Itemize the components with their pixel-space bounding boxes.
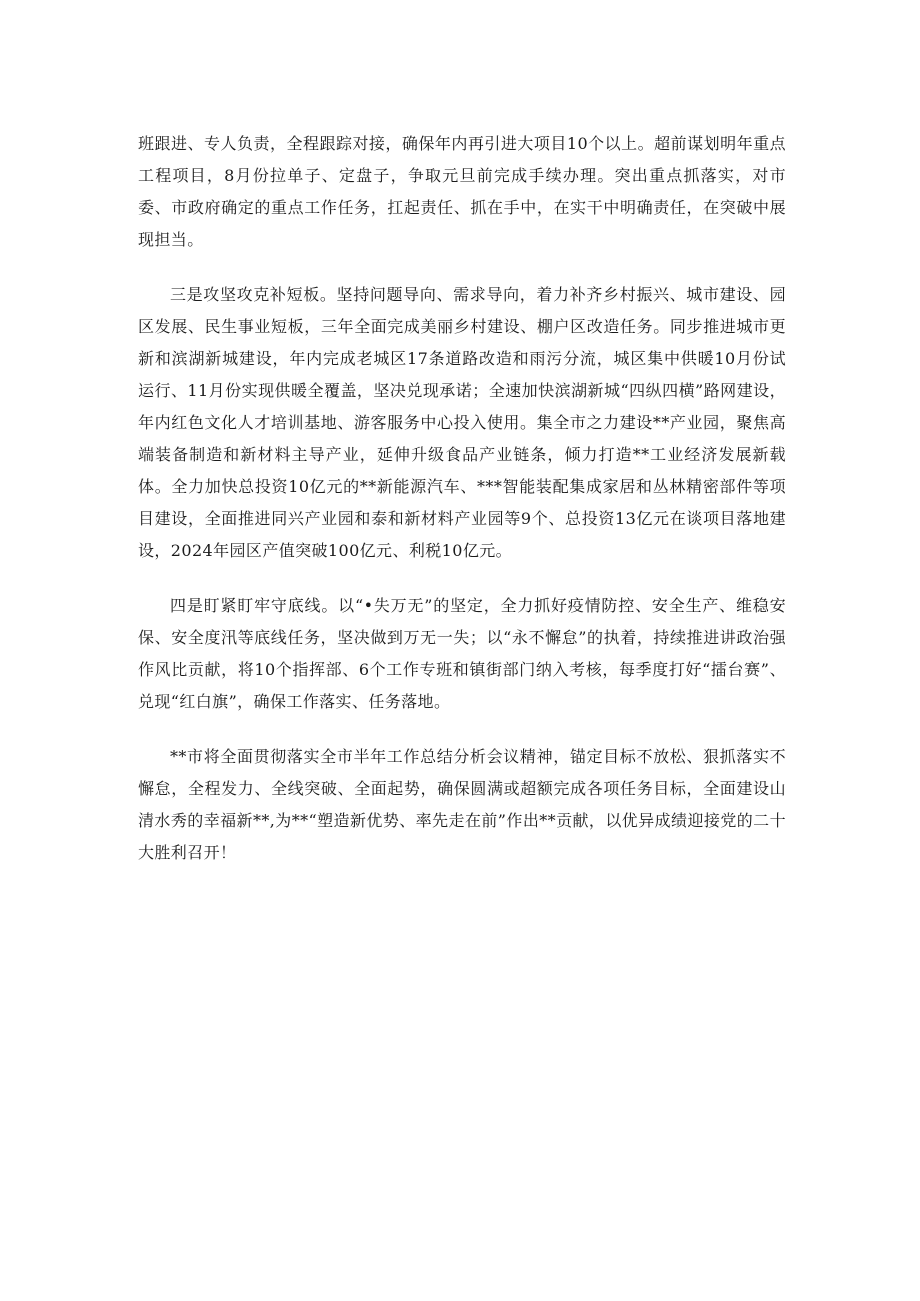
document-body bbox=[138, 128, 786, 892]
paragraph-conclusion: **市将全面贯彻落实全市半年工作总结分析会议精神，锚定目标不放松、狠抓落实不懈怠，全程发力、全线突破、全面起势，确保圆满或超额完成各项任务目标，全面建设山清水秀的幸福新**,为**“塑造新优势、率先走在前”作出**贡献，以优异成绩迎接党的二十大胜利召开！ bbox=[138, 747, 786, 862]
paragraph-continuation: 班跟进、专人负责，全程跟踪对接，确保年内再引进大项目10个以上。超前谋划明年重点工程项目，8月份拉单子、定盘子，争取元旦前完成手续办理。突出重点抓落实，对市委、市政府确定的重点工作任务，扛起责任、抓在手中，在实干中明确责任，在突破中展现担当。 bbox=[138, 134, 786, 249]
paragraph-shortcomings: 三是攻坚攻克补短板。坚持问题导向、需求导向，着力补齐乡村振兴、城市建设、园区发展、民生事业短板，三年全面完成美丽乡村建设、棚户区改造任务。同步推进城市更新和滨湖新城建设，年内完成老城区17条道路改造和雨污分流，城区集中供暖10月份试运行、11月份实现供暖全覆盖，坚决兑现承诺；全速加快滨湖新城“四纵四横”路网建设，年内红色文化人才培训基地、游客服务中心投入使用。集全市之力建设**产业园，聚焦高端装备制造和新材料主导产业，延伸升级食品产业链条，倾力打造**工业经济发展新载体。全力加快总投资10亿元的**新能源汽车、***智能装配集成家居和丛林精密部件等项目建设，全面推进同兴产业园和泰和新材料产业园等9个、总投资13亿元在谈项目落地建设，2024年园区产值突破100亿元、利税10亿元。 bbox=[138, 285, 786, 560]
paragraph-bottom-line: 四是盯紧盯牢守底线。以“•失万无”的坚定，全力抓好疫情防控、安全生产、维稳安保、安全度汛等底线任务，坚决做到万无一失；以“永不懈怠”的执着，持续推进讲政治强作风比贡献，将10个指挥部、6个工作专班和镇街部门纳入考核，每季度打好“擂台赛”、兑现“红白旗”，确保工作落实、任务落地。 bbox=[138, 596, 786, 711]
